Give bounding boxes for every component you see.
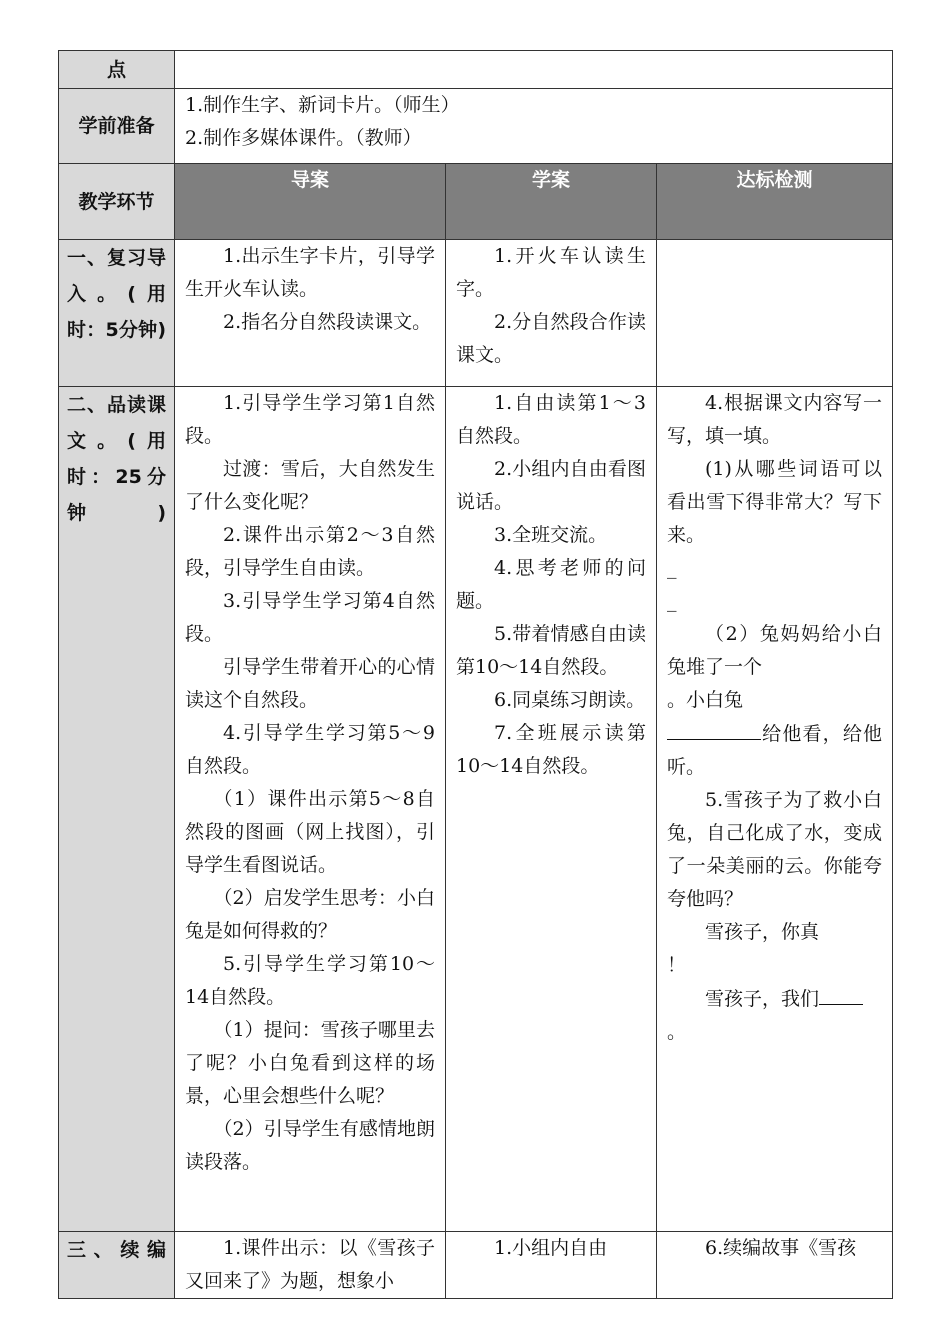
guide-item: 5.引导学生学习第10～14自然段。 — [185, 953, 435, 1008]
praise-line-1-end: ！ — [667, 954, 687, 976]
guide-item: 过渡：雪后，大自然发生了什么变化呢？ — [185, 458, 435, 513]
header-study: 学案 — [446, 164, 657, 240]
header-stage: 教学环节 — [59, 164, 175, 240]
study-item: 2.分自然段合作读课文。 — [456, 311, 646, 366]
guide-item: 4.引导学生学习第5～9自然段。 — [185, 722, 435, 777]
table-row — [59, 1232, 893, 1299]
praise-line-2-text: 雪孩子，我们 — [705, 988, 820, 1010]
guide-item: （1）提问：雪孩子哪里去了呢？小白兔看到这样的场景，心里会想些什么呢？ — [185, 1019, 435, 1107]
study-item: 2.小组内自由看图说话。 — [456, 458, 646, 513]
check-question-4-2-cont: 。小白兔 — [667, 689, 744, 711]
stage-review: 一、复习导入。(用时：5分钟) — [59, 240, 175, 387]
study-item: 3.全班交流。 — [494, 524, 608, 546]
study-item: 6.同桌练习朗读。 — [494, 689, 646, 711]
study-item: 5.带着情感自由读第10～14自然段。 — [456, 623, 646, 678]
check-question-5: 5.雪孩子为了救小白兔，自己化成了水，变成了一朵美丽的云。你能夸夸他吗？ — [667, 789, 882, 910]
check-review — [657, 240, 893, 387]
stage-read: 二、品读课文。(用时：25分钟) — [59, 387, 175, 1232]
guide-read — [175, 387, 446, 1232]
answer-blank-mark: _ — [667, 590, 677, 612]
guide-item: 1.课件出示：以《雪孩子又回来了》为题，想象小 — [185, 1237, 435, 1292]
study-item: 4.思考老师的问题。 — [456, 557, 646, 612]
table-row — [59, 387, 893, 1232]
guide-item: 2.指名分自然段读课文。 — [223, 311, 432, 333]
guide-continue — [175, 1232, 446, 1299]
check-question-4-2-end: 给他看，给他听。 — [667, 723, 882, 778]
study-item: 7.全班展示读第10～14自然段。 — [456, 722, 646, 777]
prep-item: 2.制作多媒体课件。（教师） — [185, 127, 422, 149]
check-question-4-2-line — [667, 717, 882, 784]
row-content-top — [175, 51, 893, 89]
table-row — [59, 240, 893, 387]
check-read — [657, 387, 893, 1232]
study-item: 1.开火车认读生字。 — [456, 245, 646, 300]
guide-item: 引导学生带着开心的心情读这个自然段。 — [185, 656, 435, 711]
guide-item: （1）课件出示第5～8自然段的图画（网上找图），引导学生看图说话。 — [185, 788, 435, 876]
praise-line-1: 雪孩子，你真 — [705, 921, 820, 943]
guide-item: 1.出示生字卡片，引导学生开火车认读。 — [185, 245, 435, 300]
prep-item: 1.制作生字、新词卡片。（师生） — [185, 94, 460, 116]
guide-item: （2）启发学生思考：小白兔是如何得救的？ — [185, 887, 435, 942]
answer-blank-mark: _ — [667, 557, 677, 579]
check-question-4-2: （2）兔妈妈给小白兔堆了一个 — [667, 623, 882, 678]
study-continue — [446, 1232, 657, 1299]
check-continue — [657, 1232, 893, 1299]
fill-blank[interactable] — [819, 982, 863, 1005]
guide-item: （2）引导学生有感情地朗读段落。 — [185, 1118, 435, 1173]
header-guide: 导案 — [175, 164, 446, 240]
guide-item: 1.引导学生学习第1自然段。 — [185, 392, 435, 447]
study-item: 1.小组内自由 — [494, 1237, 608, 1259]
study-item: 1.自由读第1～3自然段。 — [456, 392, 646, 447]
row-label-top: 点 — [59, 51, 175, 89]
table-row — [59, 89, 893, 164]
praise-line-2 — [667, 982, 882, 1016]
header-check: 达标检测 — [657, 164, 893, 240]
stage-continue: 三、续编 — [59, 1232, 175, 1299]
fill-blank[interactable] — [667, 717, 761, 740]
guide-item: 2.课件出示第2～3自然段，引导学生自由读。 — [185, 524, 435, 579]
prep-content — [175, 89, 893, 164]
table-header-row — [59, 164, 893, 240]
check-question-4-1: (1)从哪些词语可以看出雪下得非常大？写下来。 — [667, 458, 882, 546]
guide-review — [175, 240, 446, 387]
check-question-4: 4.根据课文内容写一写，填一填。 — [667, 392, 882, 447]
study-read — [446, 387, 657, 1232]
guide-item: 3.引导学生学习第4自然段。 — [185, 590, 435, 645]
check-item: 6.续编故事《雪孩 — [705, 1237, 857, 1259]
table-row — [59, 51, 893, 89]
row-label-prep: 学前准备 — [59, 89, 175, 164]
praise-line-2-end: 。 — [667, 1021, 687, 1043]
lesson-plan-table — [58, 50, 893, 1299]
study-review — [446, 240, 657, 387]
